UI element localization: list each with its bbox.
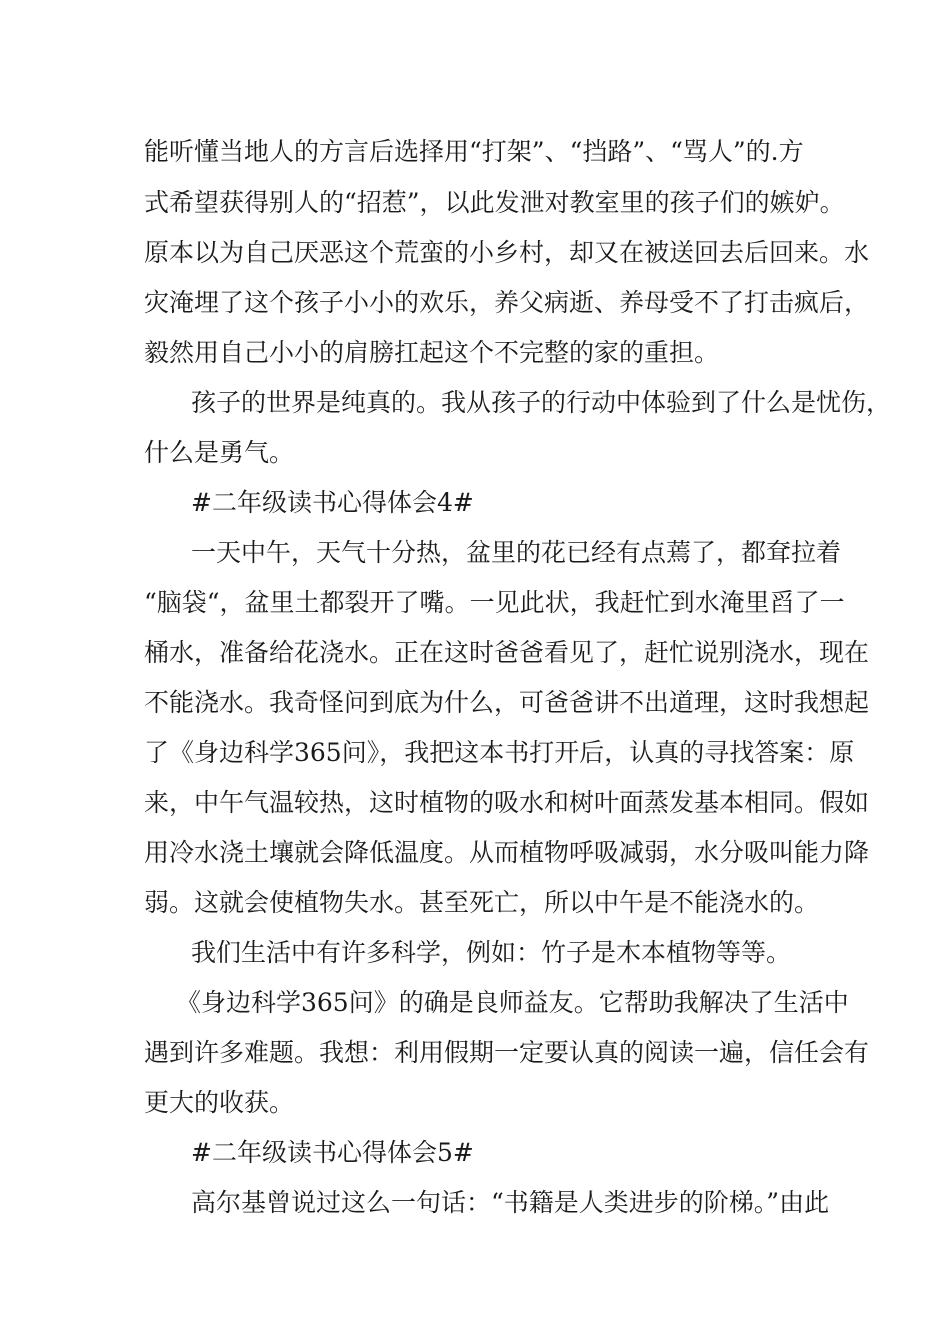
text-line: 《身边科学365问》的确是良师益友。它帮助我解决了生活中	[176, 988, 849, 1017]
text-line: 能听懂当地人的方言后选择用“打架”、“挡路”、“骂人”的.方	[144, 137, 804, 166]
text-line: 来，中午气温较热，这时植物的吸水和树叶面蒸发基本相同。假如	[144, 788, 870, 817]
text-line: 原本以为自己厌恶这个荒蛮的小乡村，却又在被送回去后回来。水	[144, 238, 870, 267]
text-line: 灾淹埋了这个孩子小小的欢乐，养父病逝、养母受不了打击疯后，	[144, 288, 870, 317]
text-line: 什么是勇气。	[144, 438, 295, 467]
text-line: 桶水，准备给花浇水。正在这时爸爸看见了，赶忙说别浇水，现在	[144, 638, 870, 667]
text-line: 一天中午，天气十分热，盆里的花已经有点蔫了，都耷拉着	[191, 538, 842, 567]
text-line: 高尔基曾说过这么一句话：“书籍是人类进步的阶梯。”由此	[191, 1188, 830, 1217]
text-line: 遇到许多难题。我想：利用假期一定要认真的阅读一遍，信任会有	[144, 1038, 870, 1067]
text-line: 式希望获得别人的“招惹”，以此发泄对教室里的孩子们的嫉妒。	[144, 188, 845, 217]
text-line: 用冷水浇土壤就会降低温度。从而植物呼吸减弱，水分吸叫能力降	[144, 838, 870, 867]
section-heading: #二年级读书心得体会4#	[191, 488, 474, 517]
section-heading: #二年级读书心得体会5#	[191, 1138, 474, 1167]
text-line: 孩子的世界是纯真的。我从孩子的行动中体验到了什么是忧伤，	[191, 388, 892, 417]
text-line: 更大的收获。	[144, 1088, 295, 1117]
text-line: “脑袋“，盆里土都裂开了嘴。一见此状，我赶忙到水淹里舀了一	[144, 588, 845, 617]
text-line: 毅然用自己小小的肩膀扛起这个不完整的家的重担。	[144, 338, 720, 367]
text-line: 弱。这就会使植物失水。甚至死亡，所以中午是不能浇水的。	[144, 888, 820, 917]
text-line: 我们生活中有许多科学，例如：竹子是木本植物等等。	[191, 938, 792, 967]
text-line: 了《身边科学365问》，我把这本书打开后，认真的寻找答案：原	[144, 738, 855, 767]
text-line: 不能浇水。我奇怪问到底为什么，可爸爸讲不出道理，这时我想起	[144, 688, 870, 717]
